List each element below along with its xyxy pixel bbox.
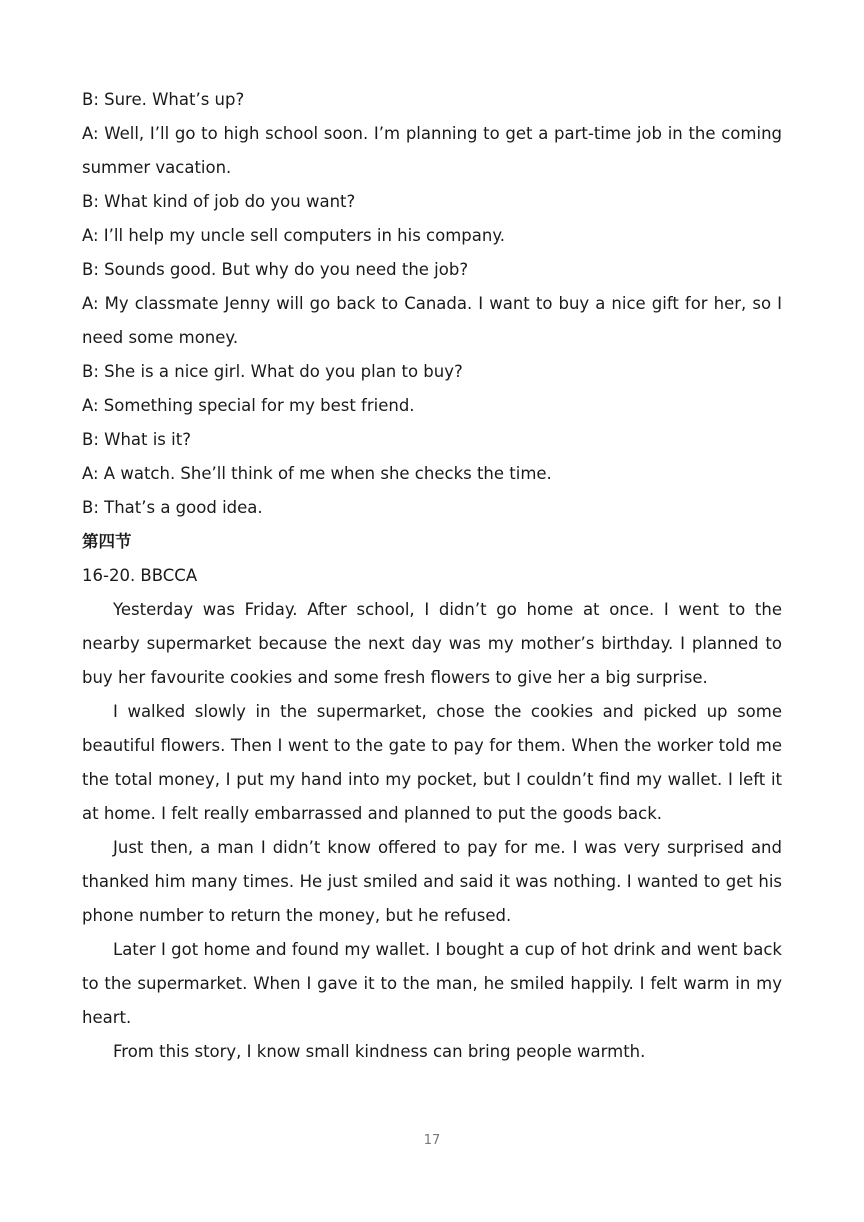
story-paragraph: Just then, a man I didn’t know offered to pay for me. I was very surprised and thanked him many times. He just smiled and said it was nothing. I wanted to get his phone number to return the money, but he refused. xyxy=(82,838,782,925)
dialogue-line: B: What is it? xyxy=(82,430,191,449)
story-paragraph: From this story, I know small kindness can bring people warmth. xyxy=(113,1042,646,1061)
answer-key: 16-20. BBCCA xyxy=(82,566,198,585)
section-title: 第四节 xyxy=(82,532,132,551)
story-paragraph: Later I got home and found my wallet. I bought a cup of hot drink and went back to the supermarket. When I gave it to the man, he smiled happily. I felt warm in my heart. xyxy=(82,940,782,1027)
dialogue-line: A: Well, I’ll go to high school soon. I’m planning to get a part-time job in the coming summer vacation. xyxy=(82,124,782,177)
story-paragraph: Yesterday was Friday. After school, I didn’t go home at once. I went to the nearby supermarket because the next day was my mother’s birthday. I planned to buy her favourite cookies and some fresh flowers to give her a big surprise. xyxy=(82,600,782,687)
document-page xyxy=(82,83,782,1069)
dialogue-line: B: That’s a good idea. xyxy=(82,498,263,517)
dialogue xyxy=(82,83,782,525)
dialogue-line: B: She is a nice girl. What do you plan to buy? xyxy=(82,362,463,381)
dialogue-line: A: Something special for my best friend. xyxy=(82,396,415,415)
dialogue-line: A: A watch. She’ll think of me when she checks the time. xyxy=(82,464,552,483)
story xyxy=(82,593,782,1069)
dialogue-line: B: Sounds good. But why do you need the job? xyxy=(82,260,469,279)
dialogue-line: B: Sure. What’s up? xyxy=(82,90,245,109)
story-paragraph: I walked slowly in the supermarket, chose the cookies and picked up some beautiful flowers. Then I went to the gate to pay for them. When the worker told me the total money, I put my hand into my pocket, but I couldn’t find my wallet. I left it at home. I felt really embarrassed and planned to put the goods back. xyxy=(82,702,782,823)
dialogue-line: B: What kind of job do you want? xyxy=(82,192,356,211)
page-number: 17 xyxy=(423,1133,441,1148)
dialogue-line: A: I’ll help my uncle sell computers in his company. xyxy=(82,226,505,245)
dialogue-line: A: My classmate Jenny will go back to Canada. I want to buy a nice gift for her, so I need some money. xyxy=(82,294,782,347)
